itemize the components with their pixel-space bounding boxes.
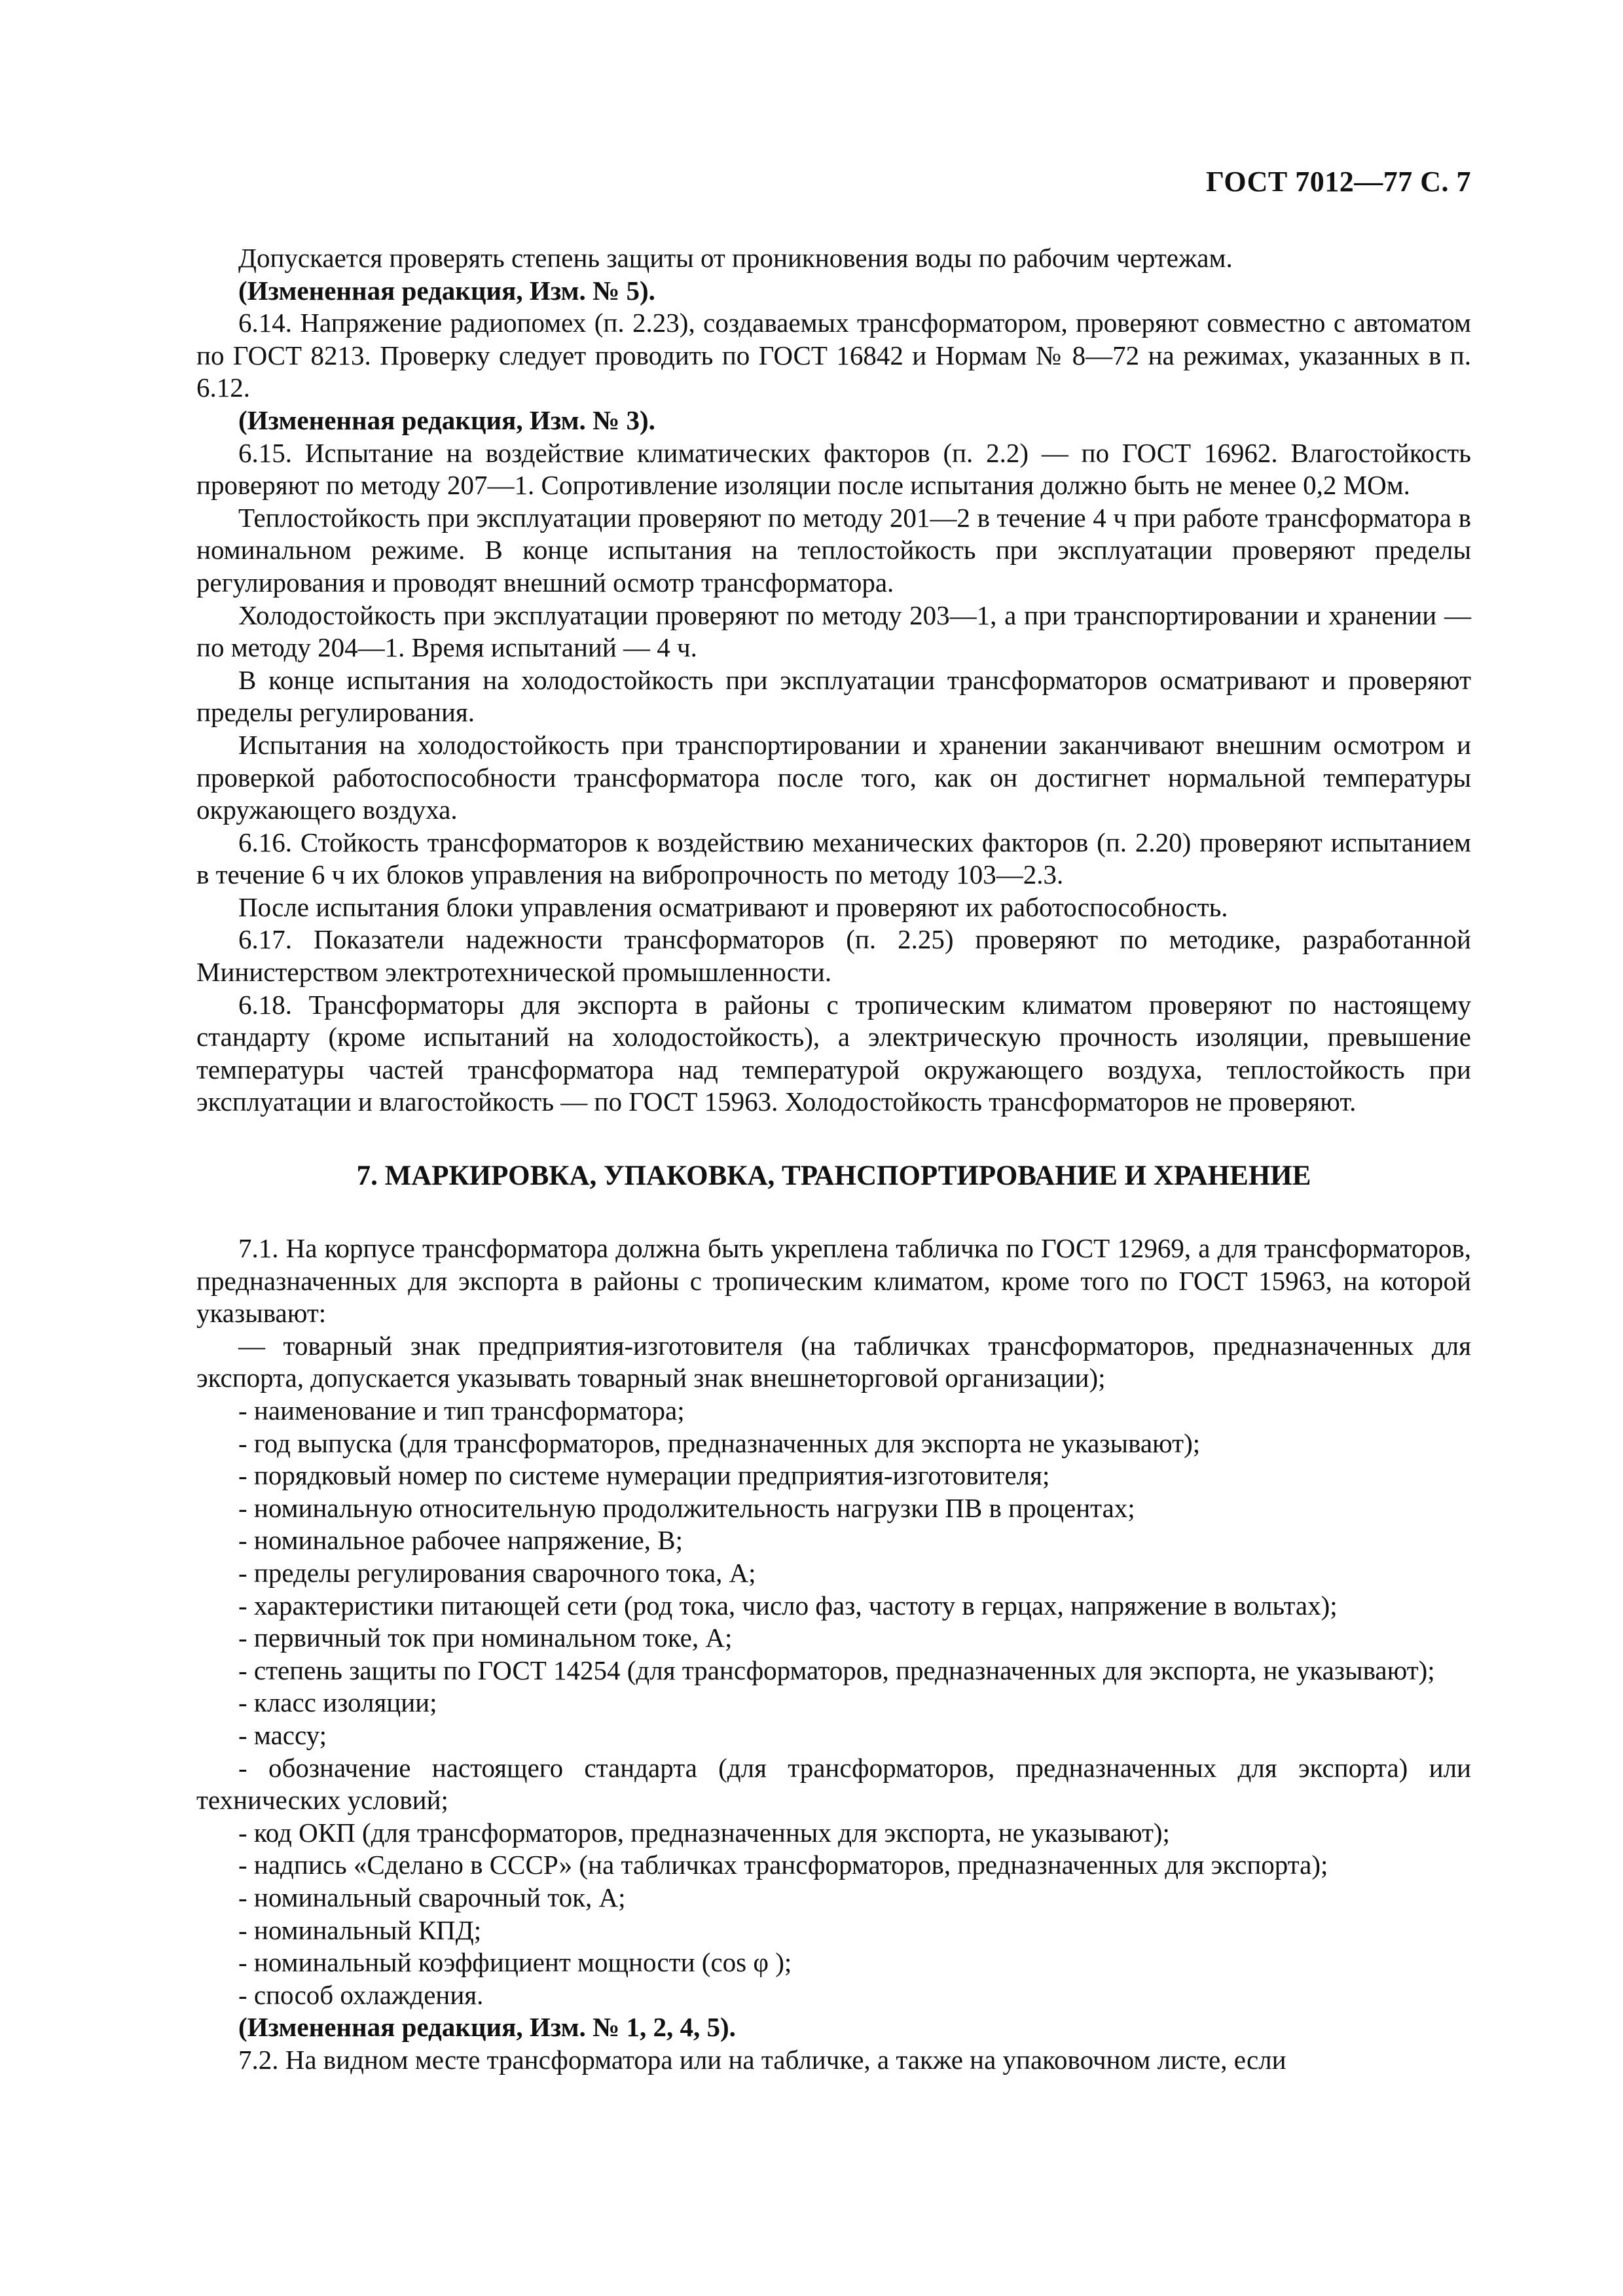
paragraph: 7.2. На видном месте трансформатора или на табличке, а также на упаковочном листе, если (238, 2044, 1286, 2075)
paragraph: После испытания блоки управления осматривают и проверяют их работоспособность. (238, 891, 1228, 922)
list-item: - номинальное рабочее напряжение, В; (238, 1525, 683, 1556)
list-item: - номинальный коэффициент мощности (cos φ ); (238, 1947, 792, 1978)
paragraph: 6.18. Трансформаторы для экспорта в районы с тропическим климатом проверяют по настоящему стандарту (кроме испытаний на холодостойкость), а электрическую прочность изоляции, превышение температуры частей трансформатора над температурой окружающего воздуха, теплостойкость при эксплуатации и влагостойкость — по ГОСТ 15963. Холодостойкость трансформаторов не проверяют. (196, 989, 1471, 1117)
list-item: - год выпуска (для трансформаторов, предназначенных для экспорта не указывают); (238, 1427, 1201, 1458)
paragraph: Холодостойкость при эксплуатации проверяют по методу 203—1, а при транспортировании и хранении — по методу 204—1. Время испытаний — 4 ч. (196, 600, 1471, 663)
paragraph: 6.15. Испытание на воздействие климатических факторов (п. 2.2) — по ГОСТ 16962. Влагостойкость проверяют по методу 207—1. Сопротивление изоляции после испытания должно быть не менее 0,2 МОм. (196, 437, 1471, 501)
list-item: - код ОКП (для трансформаторов, предназначенных для экспорта, не указывают); (238, 1817, 1170, 1848)
list-item: - порядковый номер по системе нумерации предприятия-изготовителя; (238, 1460, 1050, 1491)
amendment-note: (Измененная редакция, Изм. № 3). (238, 404, 655, 435)
list-item: - степень защиты по ГОСТ 14254 (для трансформаторов, предназначенных для экспорта, не указывают); (238, 1655, 1435, 1685)
section-title: 7. МАРКИРОВКА, УПАКОВКА, ТРАНСПОРТИРОВАНИЕ И ХРАНЕНИЕ (356, 1160, 1311, 1192)
list-item: - класс изоляции; (238, 1687, 437, 1718)
amendment-note: (Измененная редакция, Изм. № 5). (238, 275, 655, 306)
section-6-body (196, 242, 1471, 1119)
paragraph: 6.17. Показатели надежности трансформаторов (п. 2.25) проверяют по методике, разработанной Министерством электротехнической промышленности. (196, 924, 1471, 988)
page-header: ГОСТ 7012—77 С. 7 (1205, 166, 1471, 198)
list-item: - первичный ток при номинальном токе, А; (238, 1623, 733, 1653)
list-item: - способ охлаждения. (238, 1979, 484, 2010)
list-item: - номинальную относительную продолжительность нагрузки ПВ в процентах; (238, 1492, 1135, 1523)
list-item: - массу; (238, 1719, 327, 1750)
paragraph: 6.14. Напряжение радиопомех (п. 2.23), создаваемых трансформатором, проверяют совместно с автоматом по ГОСТ 8213. Проверку следует проводить по ГОСТ 16842 и Нормам № 8—72 на режимах, указанных в п. 6.12. (196, 308, 1471, 403)
list-item: - номинальный сварочный ток, А; (238, 1882, 626, 1912)
list-item: - обозначение настоящего стандарта (для трансформаторов, предназначенных для экспорта) или технических условий; (196, 1752, 1471, 1816)
paragraph: Допускается проверять степень защиты от проникновения воды по рабочим чертежам. (238, 243, 1233, 273)
list-item: - характеристики питающей сети (род тока, число фаз, частоту в герцах, напряжение в вольтах); (238, 1590, 1338, 1621)
list-item: - наименование и тип трансформатора; (238, 1395, 685, 1426)
section-7-body (196, 1232, 1471, 2076)
list-item: — товарный знак предприятия-изготовителя (на табличках трансформаторов, предназначенных для экспорта, допускается указывать товарный знак внешнеторговой организации); (196, 1330, 1471, 1393)
amendment-note: (Измененная редакция, Изм. № 1, 2, 4, 5). (238, 2012, 736, 2043)
list-item: - номинальный КПД; (238, 1914, 482, 1945)
paragraph: 7.1. На корпусе трансформатора должна быть укреплена табличка по ГОСТ 12969, а для трансформаторов, предназначенных для экспорта в районы с тропическим климатом, кроме того по ГОСТ 15963, на которой указывают: (196, 1233, 1471, 1329)
paragraph: Теплостойкость при эксплуатации проверяют по методу 201—2 в течение 4 ч при работе трансформатора в номинальном режиме. В конце испытания на теплостойкость при эксплуатации проверяют пределы регулирования и проводят внешний осмотр трансформатора. (196, 502, 1471, 598)
paragraph: 6.16. Стойкость трансформаторов к воздействию механических факторов (п. 2.20) проверяют испытанием в течение 6 ч их блоков управления на вибропрочность по методу 103—2.3. (196, 827, 1471, 890)
paragraph: Испытания на холодостойкость при транспортировании и хранении заканчивают внешним осмотром и проверкой работоспособности трансформатора после того, как он достигнет нормальной температуры окружающего воздуха. (196, 729, 1471, 825)
list-item: - надпись «Сделано в СССР» (на табличках трансформаторов, предназначенных для экспорта); (238, 1850, 1328, 1880)
list-item: - пределы регулирования сварочного тока, А; (238, 1557, 756, 1588)
paragraph: В конце испытания на холодостойкость при эксплуатации трансформаторов осматривают и проверяют пределы регулирования. (196, 664, 1471, 728)
